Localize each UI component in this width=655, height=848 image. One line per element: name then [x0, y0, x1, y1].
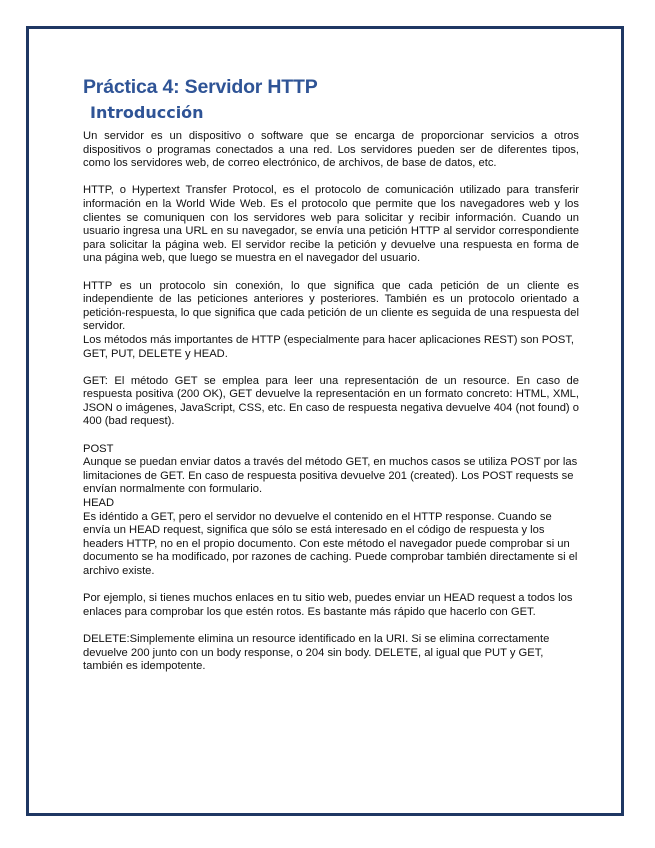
- page-title: Práctica 4: Servidor HTTP: [83, 76, 318, 98]
- document-body: [83, 76, 579, 674]
- section-heading-introduccion: Introducción: [90, 103, 204, 122]
- paragraph-delete: DELETE:Simplemente elimina un resource identificado en la URI. Si se elimina correctamente devuelve 200 junto con un body response, o 204 sin body. DELETE, al igual que PUT y GET, también es idempotente.: [83, 632, 550, 673]
- heading-head: HEAD: [83, 497, 115, 510]
- paragraph-post: Aunque se puedan enviar datos a través del método GET, en muchos casos se utiliza POST por las limitaciones de GET. En caso de respuesta positiva devuelve 201 (created). Los POST requests se envían normalmente con formulario.: [83, 456, 578, 496]
- heading-post: POST: [83, 442, 114, 455]
- paragraph-head-example: Por ejemplo, si tienes muchos enlaces en tu sitio web, puedes enviar un HEAD request a todos los enlaces para comprobar los que estén rotos. Es bastante más rápido que hacerlo con GET.: [83, 592, 573, 618]
- paragraph-head: Es idéntido a GET, pero el servidor no devuelve el contenido en el HTTP response. Cuando se envía un HEAD request, significa que sólo se está interesado en el código de respuesta y los headers HTTP, no en el propio documento. Con este método el navegador puede comprobar si un documento se ha modificado, por razones de caching. Puede comprobar también directamente si el archivo existe.: [83, 510, 578, 577]
- paragraph-http-methods: Los métodos más importantes de HTTP (especialmente para hacer aplicaciones REST) son POST, GET, PUT, DELETE y HEAD.: [83, 333, 575, 360]
- paragraph-servidor: Un servidor es un dispositivo o software que se encarga de proporcionar servicios a otros dispositivos o programas conectados a una red. Los servidores pueden ser de diferentes tipos, como los servidores web, de correo electrónico, de archivos, de base de datos, etc.: [83, 130, 579, 170]
- paragraph-http-definition: HTTP, o Hypertext Transfer Protocol, es el protocolo de comunicación utilizado para transferir información en la World Wide Web. Es el protocolo que permite que los navegadores web y los clientes se comuniquen con los servidores web para solicitar y recibir información. Cuando un usuario ingresa una URL en su navegador, se envía una petición HTTP al servidor correspondiente para solicitar la página web. El servidor recibe la petición y devuelve una respuesta en forma de una página web, que luego se muestra en el navegador del usuario.: [83, 184, 579, 265]
- paragraph-http-stateless: HTTP es un protocolo sin conexión, lo que significa que cada petición de un cliente es independiente de las peticiones anteriores y posteriores. También es un protocolo orientado a petición-respuesta, lo que significa que cada petición de un cliente es seguida de una respuesta del servidor.: [83, 279, 579, 333]
- paragraph-get: GET: El método GET se emplea para leer una representación de un resource. En caso de respuesta positiva (200 OK), GET devuelve la representación en un formato concreto: HTML, XML, JSON o imágenes, JavaScript, CSS, etc. En caso de respuesta negativa devuelve 404 (not found) o 400 (bad request).: [83, 374, 579, 428]
